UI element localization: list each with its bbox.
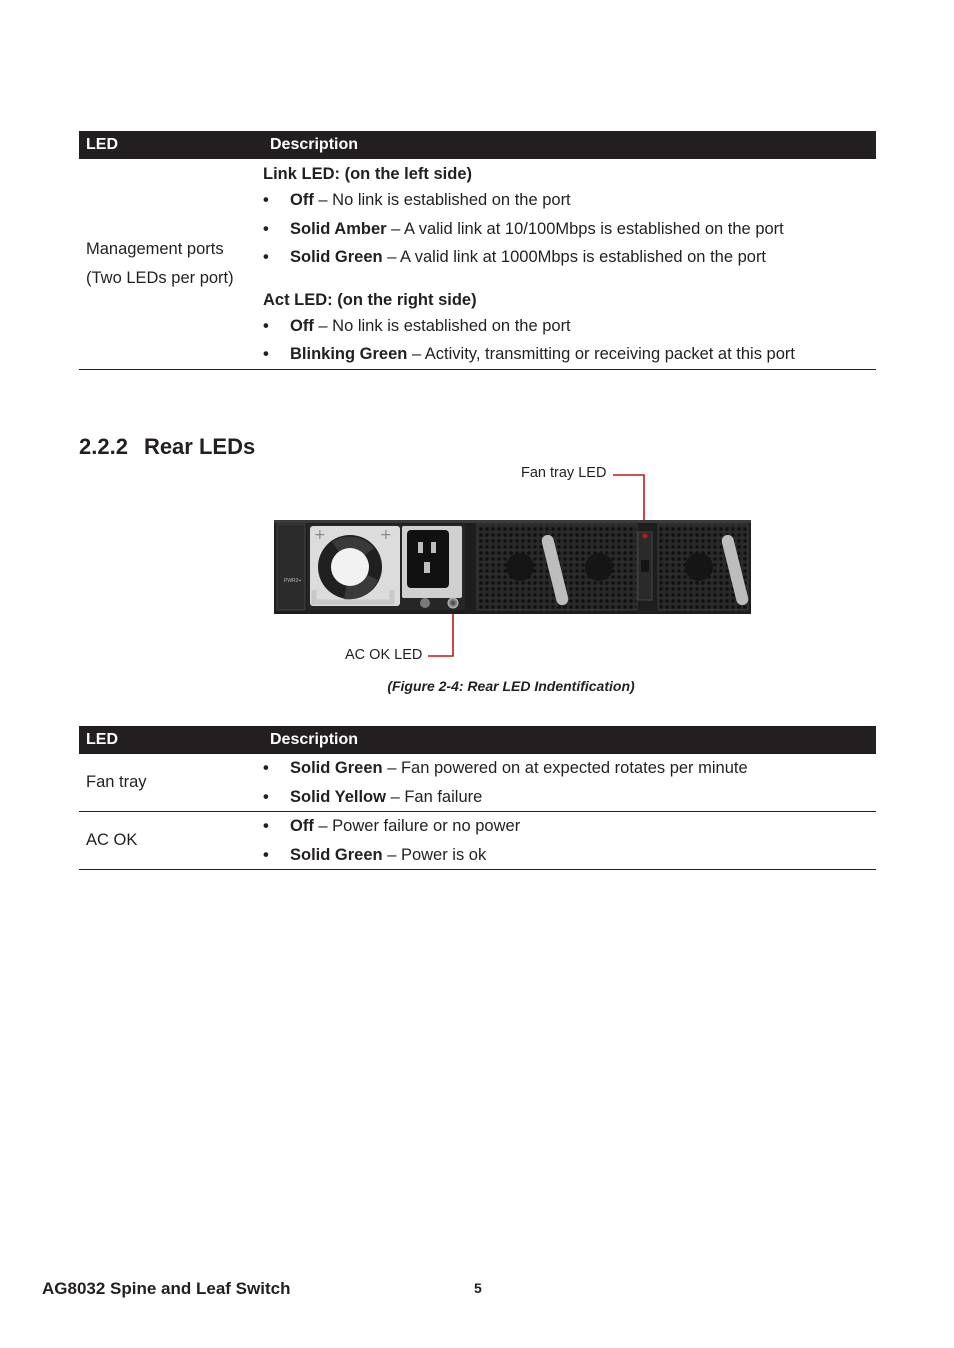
item-desc: – Fan failure xyxy=(385,787,483,806)
psu-label: PWR2+ xyxy=(284,578,302,584)
item-term: Solid Yellow xyxy=(290,787,386,806)
bullet: • xyxy=(263,787,269,806)
bullet: • xyxy=(263,248,269,266)
bullet: • xyxy=(263,845,269,864)
rear-led-table xyxy=(79,726,876,870)
item-term: Solid Green xyxy=(290,248,383,266)
description-cell xyxy=(263,754,876,812)
ac-inlet xyxy=(407,530,449,588)
footer-product-name: AG8032 Spine and Leaf Switch xyxy=(42,1279,291,1298)
ac-ok-callout-line xyxy=(428,607,453,656)
fan-tray-led xyxy=(643,534,648,539)
description-cell xyxy=(263,812,876,870)
led-cell: AC OK xyxy=(79,812,263,870)
led-note: (Two LEDs per port) xyxy=(86,268,234,287)
fan-tray-led-callout: Fan tray LED xyxy=(521,465,607,481)
header-description: Description xyxy=(263,131,876,159)
item-term: Off xyxy=(290,316,314,335)
item-term: Solid Green xyxy=(290,759,383,777)
figure-caption: (Figure 2-4: Rear LED Indentification) xyxy=(387,678,635,694)
header-led: LED xyxy=(79,131,263,159)
description-list xyxy=(263,812,876,869)
list-item xyxy=(263,754,876,783)
list-item xyxy=(263,812,876,841)
item-desc: – Fan powered on at expected rotates per minute xyxy=(382,759,748,777)
item-desc: – Power failure or no power xyxy=(313,817,521,835)
bullet: • xyxy=(263,316,269,335)
bullet: • xyxy=(263,219,269,238)
psu-button xyxy=(420,598,430,608)
svg-text:+: + xyxy=(314,527,326,543)
bullet: • xyxy=(263,345,269,363)
led-name: Management ports xyxy=(86,240,224,259)
act-led-heading: Act LED: (on the right side) xyxy=(263,290,477,309)
header-description: Description xyxy=(263,726,876,754)
item-term: Solid Green xyxy=(290,845,383,864)
psu-fan-hub xyxy=(331,548,369,586)
table-header-row xyxy=(79,726,876,754)
bullet: • xyxy=(263,759,269,777)
item-desc: – A valid link at 1000Mbps is established on the port xyxy=(382,248,767,266)
bullet: • xyxy=(263,817,269,835)
list-item xyxy=(263,841,876,870)
description-list xyxy=(263,754,876,811)
item-desc: – A valid link at 10/100Mbps is established on the port xyxy=(386,219,784,238)
bullet: • xyxy=(263,191,269,209)
link-led-heading: Link LED: (on the left side) xyxy=(263,165,472,183)
item-desc: – No link is established on the port xyxy=(313,316,571,335)
item-term: Blinking Green xyxy=(290,345,408,363)
header-led: LED xyxy=(79,726,263,754)
page-number: 5 xyxy=(474,1280,482,1296)
list-item xyxy=(263,783,876,812)
led-cell: Fan tray xyxy=(79,754,263,812)
item-term: Off xyxy=(290,191,314,209)
psu-handle xyxy=(277,524,305,610)
section-number: 2.2.2 xyxy=(79,434,128,459)
rear-panel-figure xyxy=(274,520,751,614)
ac-ok-led-callout: AC OK LED xyxy=(345,647,423,663)
item-desc: – No link is established on the port xyxy=(313,191,571,209)
table-row xyxy=(79,754,876,812)
item-term: Off xyxy=(290,817,314,835)
item-desc: – Power is ok xyxy=(382,845,487,864)
section-title: Rear LEDs xyxy=(143,434,256,459)
table-row xyxy=(79,812,876,870)
item-term: Solid Amber xyxy=(290,219,387,238)
item-desc: – Activity, transmitting or receiving packet at this port xyxy=(407,345,795,363)
svg-text:+: + xyxy=(380,527,392,543)
